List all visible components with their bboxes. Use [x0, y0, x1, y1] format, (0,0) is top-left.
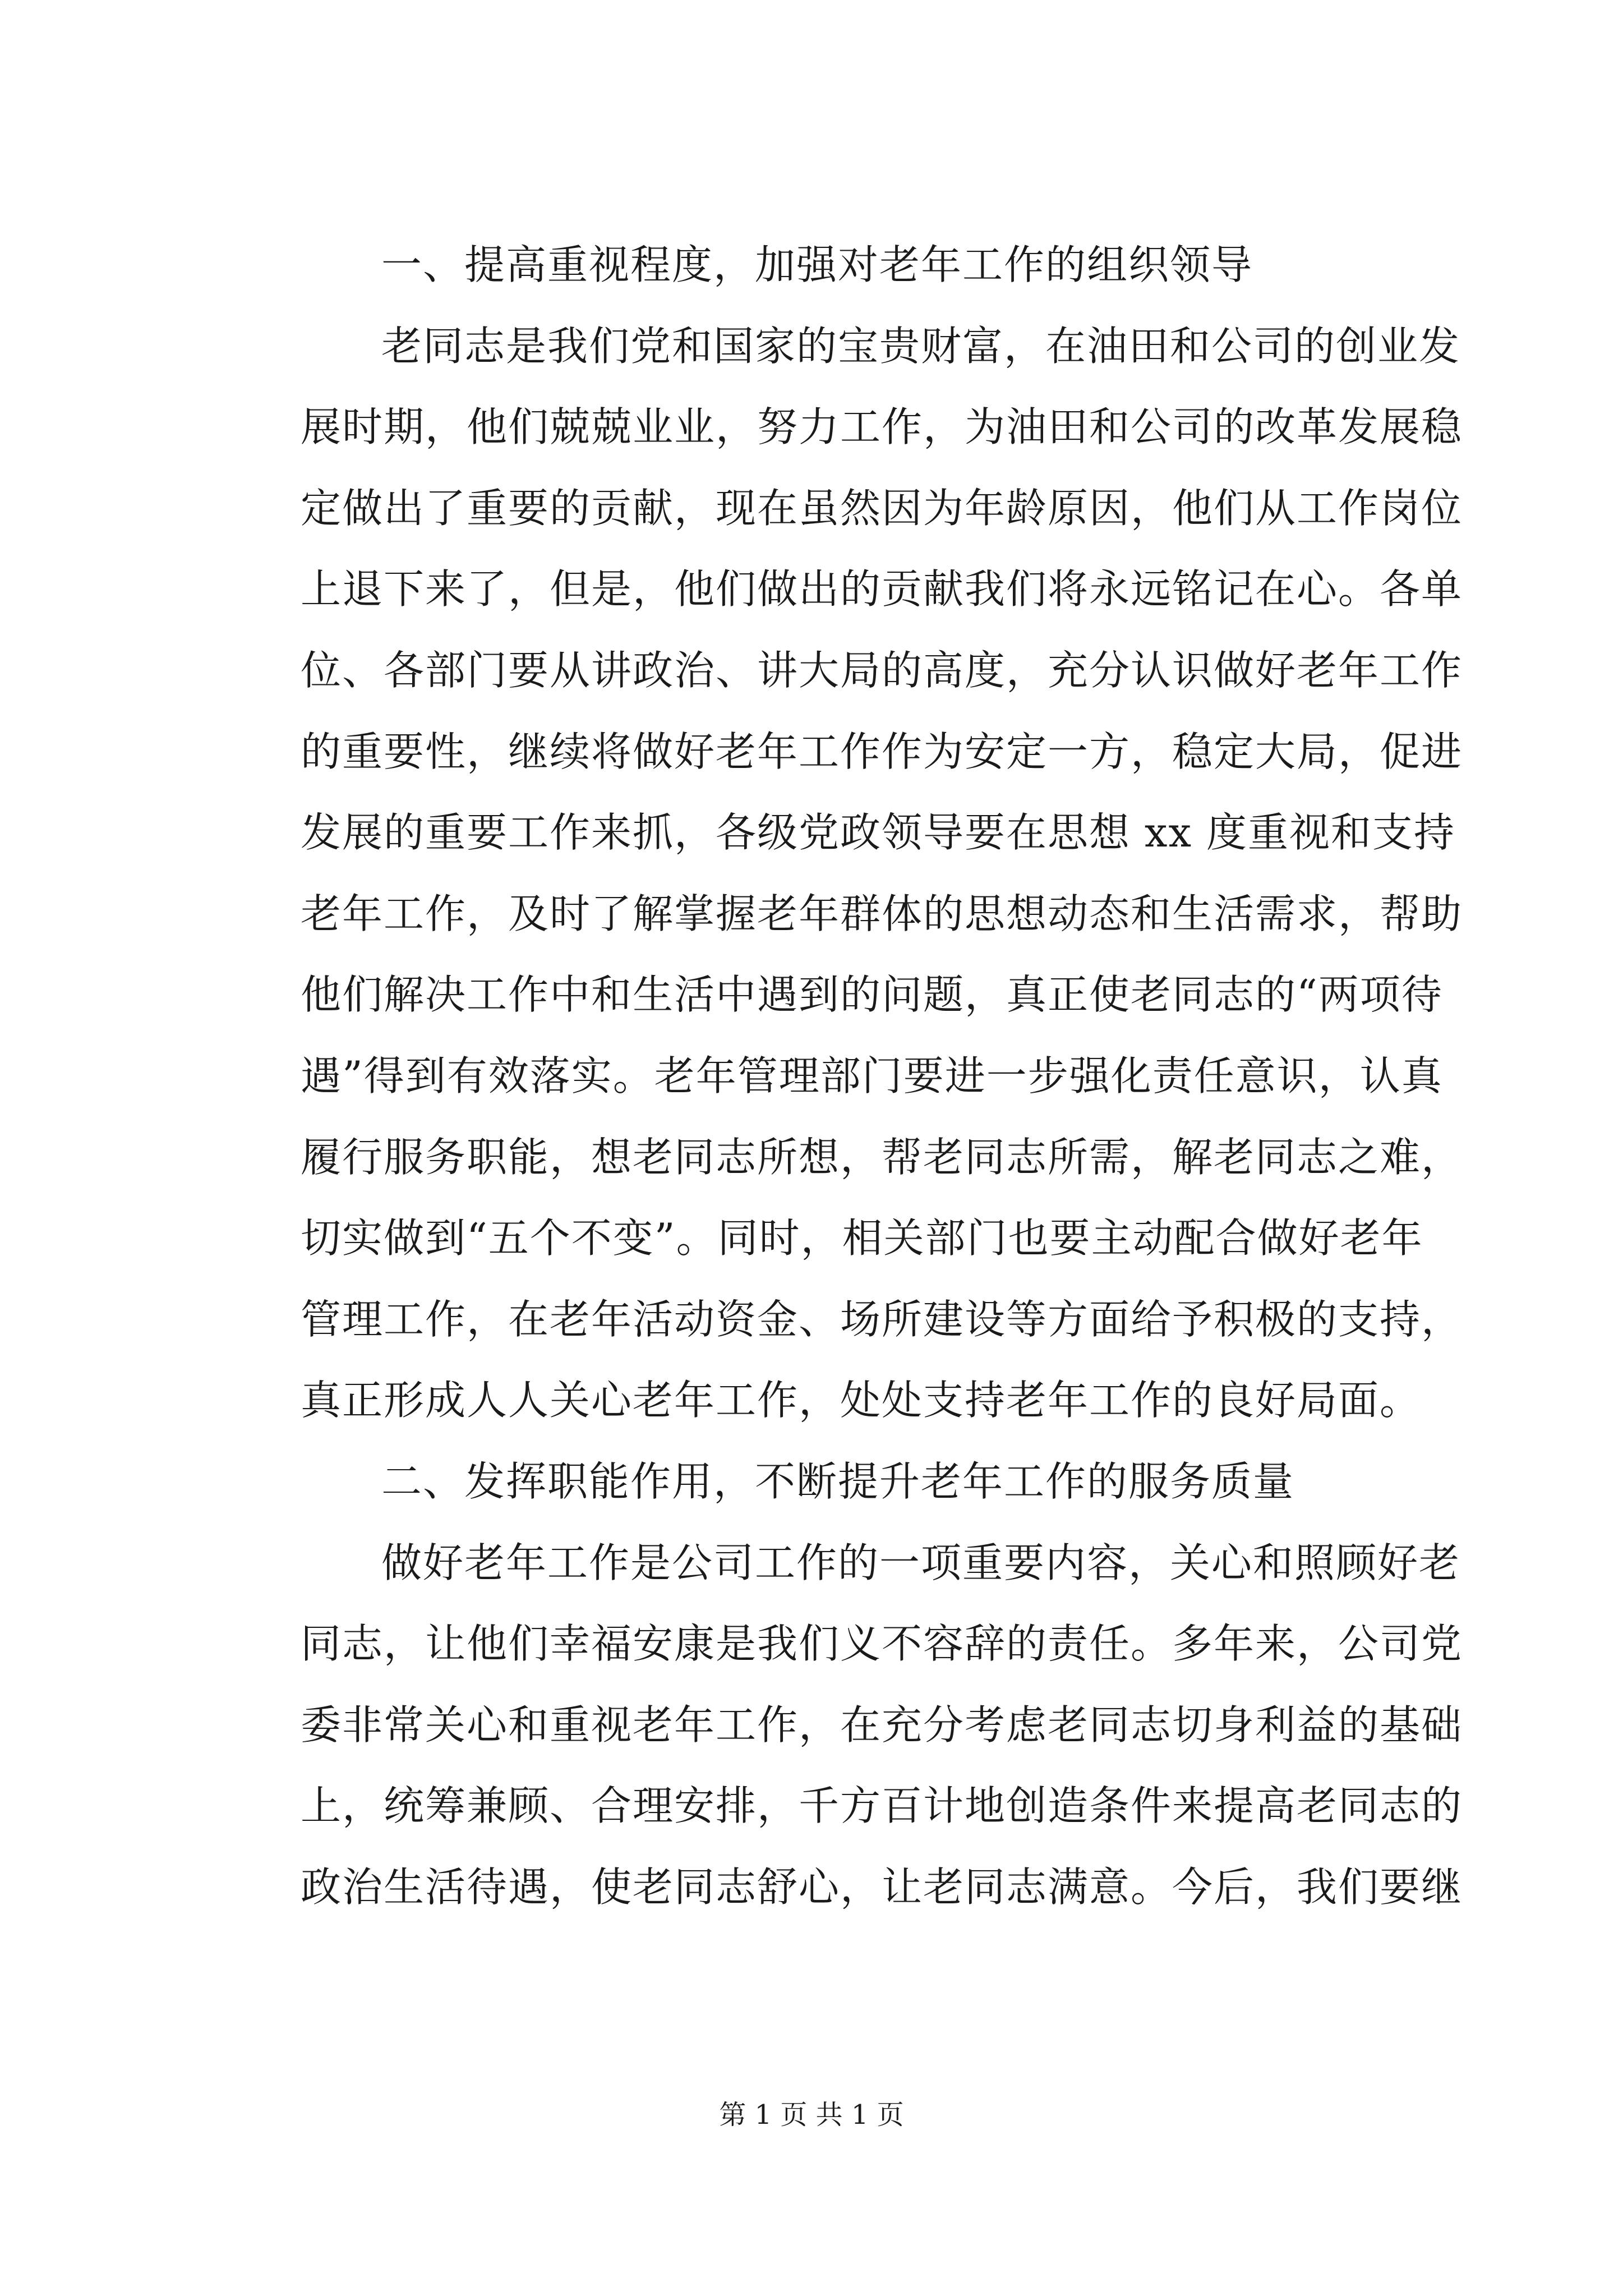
paragraph-line: 委非常关心和重视老年工作，在充分考虑老同志切身利益的基础: [301, 1701, 1463, 1749]
paragraph-line: 位、各部门要从讲政治、讲大局的高度，充分认识做好老年工作: [301, 646, 1463, 694]
paragraph-line: 同志，让他们幸福安康是我们义不容辞的责任。多年来，公司党: [301, 1620, 1463, 1668]
section-heading-1: 一、提高重视程度，加强对老年工作的组织领导: [381, 241, 1253, 288]
paragraph-line: 的重要性，继续将做好老年工作作为安定一方，稳定大局，促进: [301, 728, 1463, 775]
paragraph-line: 上，统筹兼顾、合理安排，千方百计地创造条件来提高老同志的: [301, 1782, 1463, 1830]
paragraph-line: 履行服务职能，想老同志所想，帮老同志所需，解老同志之难，: [301, 1133, 1463, 1181]
document-body: [301, 224, 1463, 1927]
paragraph-line: 切实做到“五个不变”。同时，相关部门也要主动配合做好老年: [301, 1214, 1423, 1262]
paragraph-line: 发展的重要工作来抓，各级党政领导要在思想 xx 度重视和支持: [301, 809, 1455, 857]
paragraph-line: 定做出了重要的贡献，现在虽然因为年龄原因，他们从工作岗位: [301, 484, 1463, 532]
paragraph-line: 遇”得到有效落实。老年管理部门要进一步强化责任意识，认真: [301, 1052, 1443, 1099]
paragraph-line: 展时期，他们兢兢业业，努力工作，为油田和公司的改革发展稳: [301, 403, 1463, 451]
paragraph-line: 真正形成人人关心老年工作，处处支持老年工作的良好局面。: [301, 1377, 1422, 1424]
section-heading-2: 二、发挥职能作用，不断提升老年工作的服务质量: [381, 1457, 1295, 1505]
paragraph-line: 老年工作，及时了解掌握老年群体的思想动态和生活需求，帮助: [301, 890, 1463, 937]
paragraph-line: 上退下来了，但是，他们做出的贡献我们将永远铭记在心。各单: [301, 565, 1463, 613]
paragraph-line: 做好老年工作是公司工作的一项重要内容，关心和照顾好老: [381, 1539, 1461, 1586]
paragraph-line: 老同志是我们党和国家的宝贵财富，在油田和公司的创业发: [381, 322, 1461, 370]
paragraph-line: 他们解决工作中和生活中遇到的问题，真正使老同志的“两项待: [301, 971, 1443, 1019]
paragraph-line: 管理工作，在老年活动资金、场所建设等方面给予积极的支持，: [301, 1295, 1463, 1343]
page-footer: 第 1 页 共 1 页: [719, 2099, 904, 2131]
paragraph-line: 政治生活待遇，使老同志舒心，让老同志满意。今后，我们要继: [301, 1863, 1463, 1911]
